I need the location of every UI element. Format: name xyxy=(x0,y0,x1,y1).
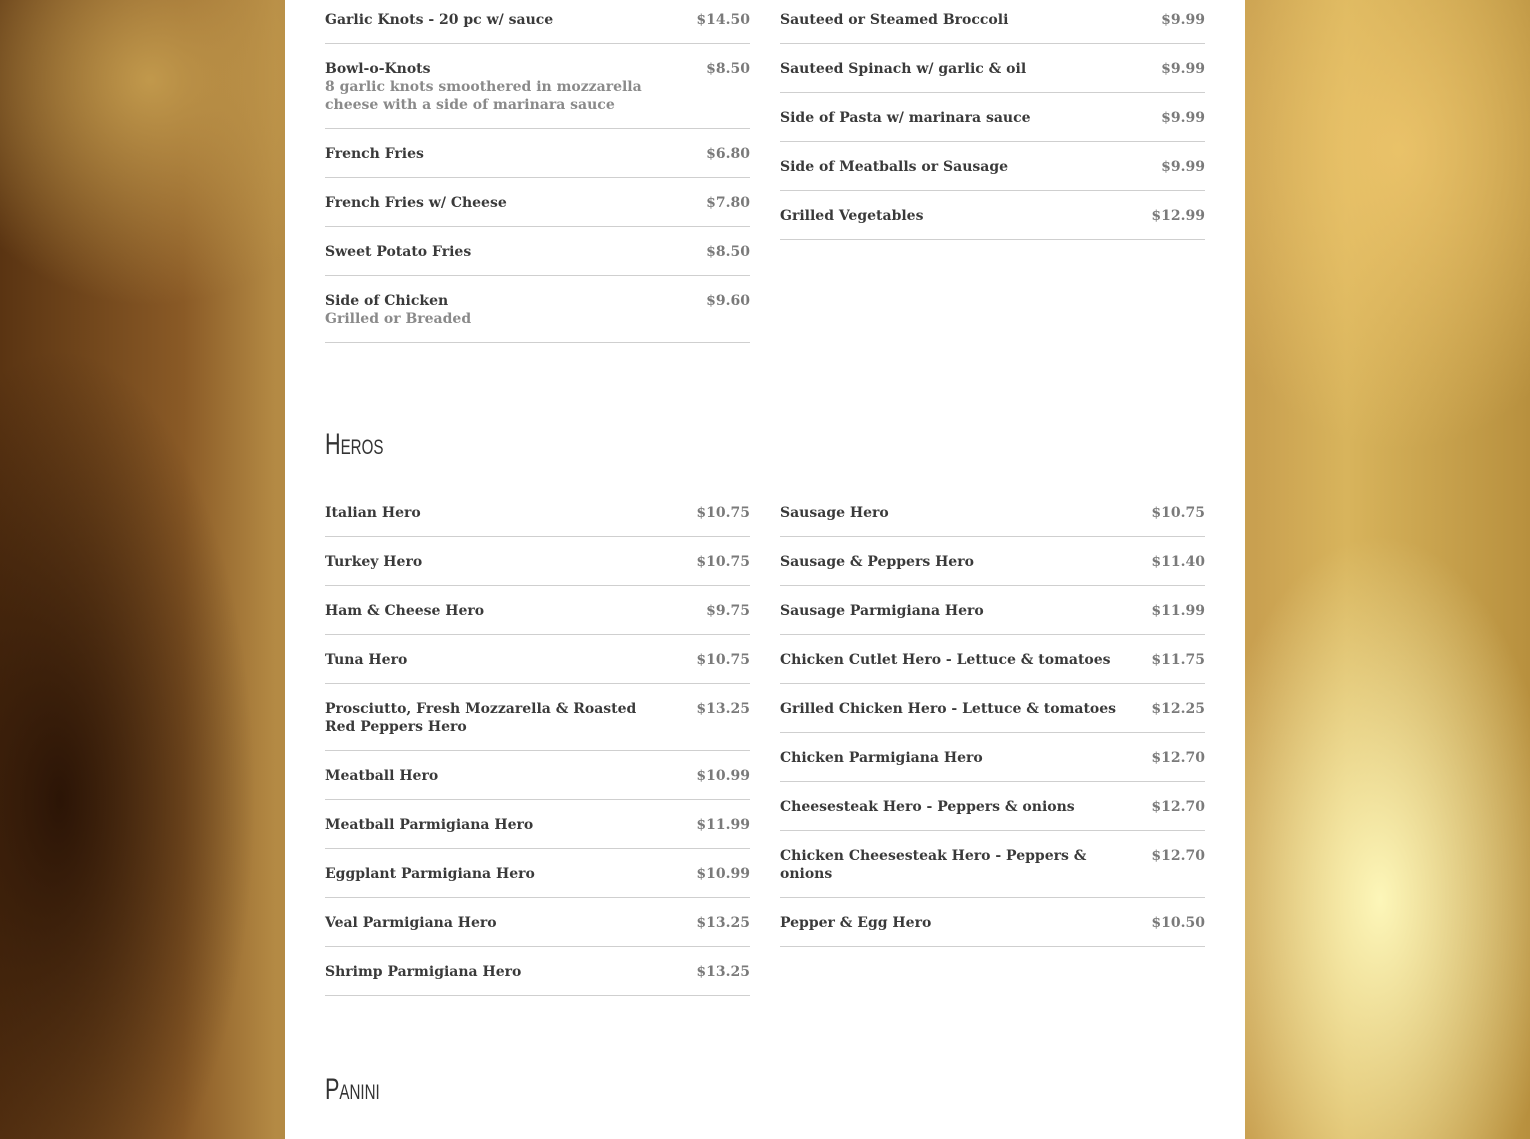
item-price: $12.25 xyxy=(1151,701,1205,717)
menu-item xyxy=(780,831,1205,898)
item-name: French Fries w/ Cheese xyxy=(325,195,507,211)
menu-item xyxy=(780,635,1205,684)
item-price: $13.25 xyxy=(696,964,750,980)
item-price: $8.50 xyxy=(706,244,750,260)
menu-item xyxy=(780,733,1205,782)
item-name: Chicken Parmigiana Hero xyxy=(780,750,983,766)
menu-item xyxy=(780,586,1205,635)
item-description: Grilled or Breaded xyxy=(325,311,472,327)
item-name: French Fries xyxy=(325,146,424,162)
item-description: 8 garlic knots smoothered in mozzarella cheese with a side of marinara sauce xyxy=(325,79,642,113)
item-name: Pepper & Egg Hero xyxy=(780,915,932,931)
item-price: $7.80 xyxy=(706,195,750,211)
item-name: Grilled Vegetables xyxy=(780,208,924,224)
menu-sheet xyxy=(285,0,1245,1139)
menu-item xyxy=(780,44,1205,93)
menu-item xyxy=(780,488,1205,537)
menu-item xyxy=(780,142,1205,191)
heros-left-column xyxy=(325,488,750,996)
sides-right-column xyxy=(780,0,1205,240)
item-name: Side of Pasta w/ marinara sauce xyxy=(780,110,1031,126)
menu-item xyxy=(325,635,750,684)
item-price: $9.99 xyxy=(1161,12,1205,28)
item-price: $9.75 xyxy=(706,603,750,619)
item-name: Meatball Hero xyxy=(325,768,439,784)
item-name: Grilled Chicken Hero - Lettuce & tomatoes xyxy=(780,701,1117,717)
menu-item xyxy=(325,684,750,751)
menu-item xyxy=(325,276,750,343)
menu-item xyxy=(325,129,750,178)
item-price: $13.25 xyxy=(696,701,750,717)
item-price: $9.99 xyxy=(1161,110,1205,126)
item-name: Bowl-o-Knots xyxy=(325,61,431,77)
menu-item xyxy=(780,93,1205,142)
menu-item xyxy=(780,191,1205,240)
item-price: $10.99 xyxy=(696,768,750,784)
section-title: Heros xyxy=(325,428,384,461)
item-price: $11.40 xyxy=(1151,554,1205,570)
menu-item xyxy=(780,782,1205,831)
item-price: $10.75 xyxy=(696,652,750,668)
menu-item xyxy=(780,684,1205,733)
item-price: $11.99 xyxy=(696,817,750,833)
item-price: $10.75 xyxy=(696,505,750,521)
menu-item xyxy=(325,751,750,800)
menu-item xyxy=(325,849,750,898)
item-name: Sweet Potato Fries xyxy=(325,244,472,260)
item-name: Sausage Hero xyxy=(780,505,889,521)
menu-item xyxy=(325,0,750,44)
item-name: Prosciutto, Fresh Mozzarella & Roasted Red Peppers Hero xyxy=(325,701,637,735)
item-name: Turkey Hero xyxy=(325,554,423,570)
item-price: $6.80 xyxy=(706,146,750,162)
item-price: $12.70 xyxy=(1151,750,1205,766)
section-title: Panini xyxy=(325,1073,380,1106)
item-price: $10.50 xyxy=(1151,915,1205,931)
item-price: $9.99 xyxy=(1161,159,1205,175)
item-price: $11.75 xyxy=(1151,652,1205,668)
item-name: Eggplant Parmigiana Hero xyxy=(325,866,535,882)
item-price: $9.60 xyxy=(706,293,750,309)
menu-item xyxy=(325,800,750,849)
menu-item xyxy=(325,586,750,635)
item-name: Sausage & Peppers Hero xyxy=(780,554,974,570)
item-name: Italian Hero xyxy=(325,505,421,521)
menu-item xyxy=(325,488,750,537)
item-name: Sauteed Spinach w/ garlic & oil xyxy=(780,61,1027,77)
item-name: Chicken Cheesesteak Hero - Peppers & onions xyxy=(780,848,1087,882)
item-price: $10.75 xyxy=(1151,505,1205,521)
item-name: Ham & Cheese Hero xyxy=(325,603,485,619)
item-price: $10.75 xyxy=(696,554,750,570)
item-price: $13.25 xyxy=(696,915,750,931)
item-price: $12.99 xyxy=(1151,208,1205,224)
menu-item xyxy=(325,898,750,947)
item-name: Cheesesteak Hero - Peppers & onions xyxy=(780,799,1075,815)
item-name: Veal Parmigiana Hero xyxy=(325,915,497,931)
item-name: Chicken Cutlet Hero - Lettuce & tomatoes xyxy=(780,652,1111,668)
item-price: $14.50 xyxy=(696,12,750,28)
item-price: $11.99 xyxy=(1151,603,1205,619)
item-price: $8.50 xyxy=(706,61,750,77)
item-price: $9.99 xyxy=(1161,61,1205,77)
menu-item xyxy=(325,947,750,996)
item-name: Side of Meatballs or Sausage xyxy=(780,159,1009,175)
menu-item xyxy=(780,898,1205,947)
item-name: Sauteed or Steamed Broccoli xyxy=(780,12,1009,28)
item-name: Shrimp Parmigiana Hero xyxy=(325,964,522,980)
menu-item xyxy=(780,0,1205,44)
item-name: Side of Chicken xyxy=(325,293,449,309)
heros-right-column xyxy=(780,488,1205,947)
item-name: Garlic Knots - 20 pc w/ sauce xyxy=(325,12,554,28)
item-name: Meatball Parmigiana Hero xyxy=(325,817,534,833)
menu-item xyxy=(325,537,750,586)
item-price: $12.70 xyxy=(1151,799,1205,815)
item-price: $10.99 xyxy=(696,866,750,882)
menu-item xyxy=(325,44,750,129)
menu-item xyxy=(325,227,750,276)
menu-item xyxy=(780,537,1205,586)
sides-left-column xyxy=(325,0,750,343)
item-price: $12.70 xyxy=(1151,848,1205,864)
item-name: Sausage Parmigiana Hero xyxy=(780,603,984,619)
item-name: Tuna Hero xyxy=(325,652,408,668)
menu-item xyxy=(325,178,750,227)
